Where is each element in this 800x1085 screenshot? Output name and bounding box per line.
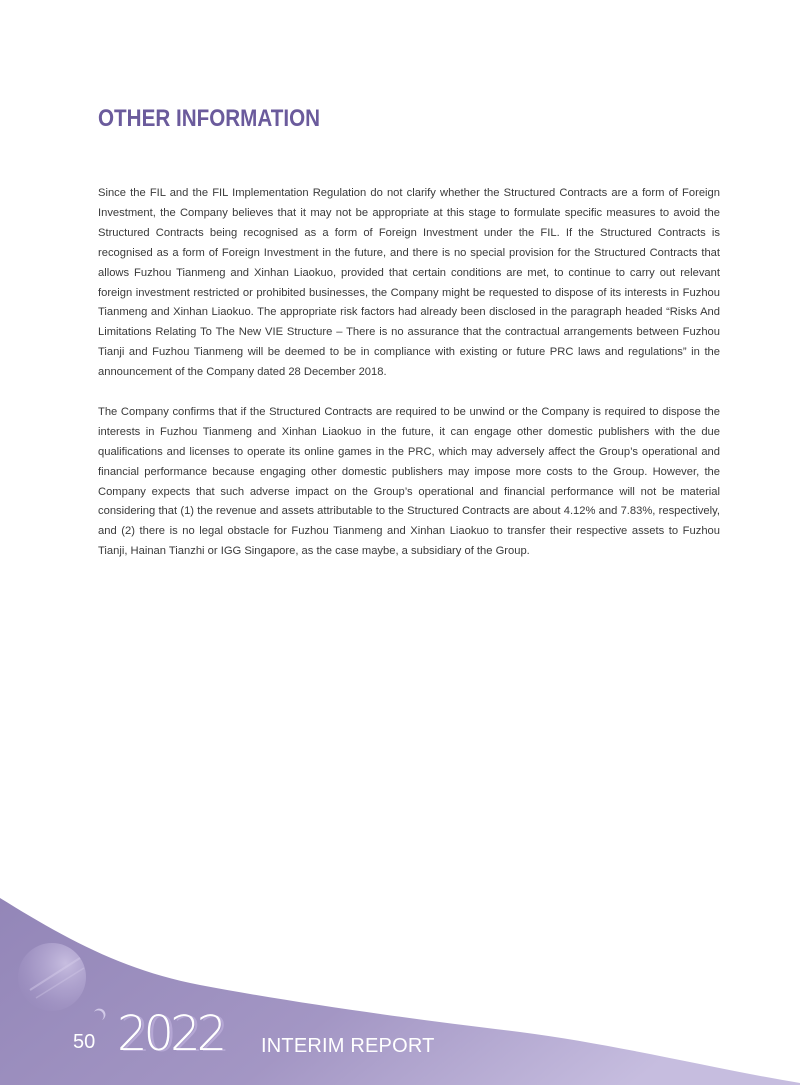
report-type-label: INTERIM REPORT [261,1035,435,1057]
report-year-logo: 2022 [117,1006,224,1062]
paragraph-fil-structured-contracts: Since the FIL and the FIL Implementation Regulation do not clarify whether the Structured Contracts are a form of Foreign Investment, the Company believes that it may not be appropriate at this stage to formulate specific measures to avoid the Structured Contracts being recognised as a form of Foreign Investment under the FIL. If the Structured Contracts is recognised as a form of Foreign Investment in the future, and there is no special provision for the Structured Contracts that allows Fuzhou Tianmeng and Xinhan Liaokuo, provided that certain conditions are met, to continue to carry out relevant foreign investment restricted or prohibited businesses, the Company might be requested to dispose of its interests in Fuzhou Tianmeng and Xinhan Liaokuo. The appropriate risk factors had already been disclosed in the paragraph headed “Risks And Limitations Relating To The New VIE Structure – There is no assurance that the contractual arrangements between Fuzhou Tianji and Fuzhou Tianmeng will be deemed to be in compliance with existing or future PRC laws and regulations” in the announcement of the Company dated 28 December 2018. [98,187,720,379]
paragraph-company-confirms: The Company confirms that if the Structured Contracts are required to be unwind or the Company is required to dispose the interests in Fuzhou Tianmeng and Xinhan Liaokuo in the future, it can engage other domestic publishers with the due qualifications and licenses to operate its online games in the PRC, which may adversely affect the Group’s operational and financial performance because engaging other domestic publishers may impose more costs to the Group. However, the Company expects that such adverse impact on the Group’s operational and financial performance will not be material considering that (1) the revenue and assets attributable to the Structured Contracts are about 4.12% and 7.83%, respectively, and (2) there is no legal obstacle for Fuzhou Tianmeng and Xinhan Liaokuo to transfer their respective assets to Fuzhou Tianji, Hainan Tianzhi or IGG Singapore, as the case maybe, a subsidiary of the Group. [98,405,720,558]
document-body [98,184,720,582]
page-number: 50 [73,1031,96,1053]
planet-icon [18,943,86,1011]
page-title: OTHER INFORMATION [98,105,321,132]
